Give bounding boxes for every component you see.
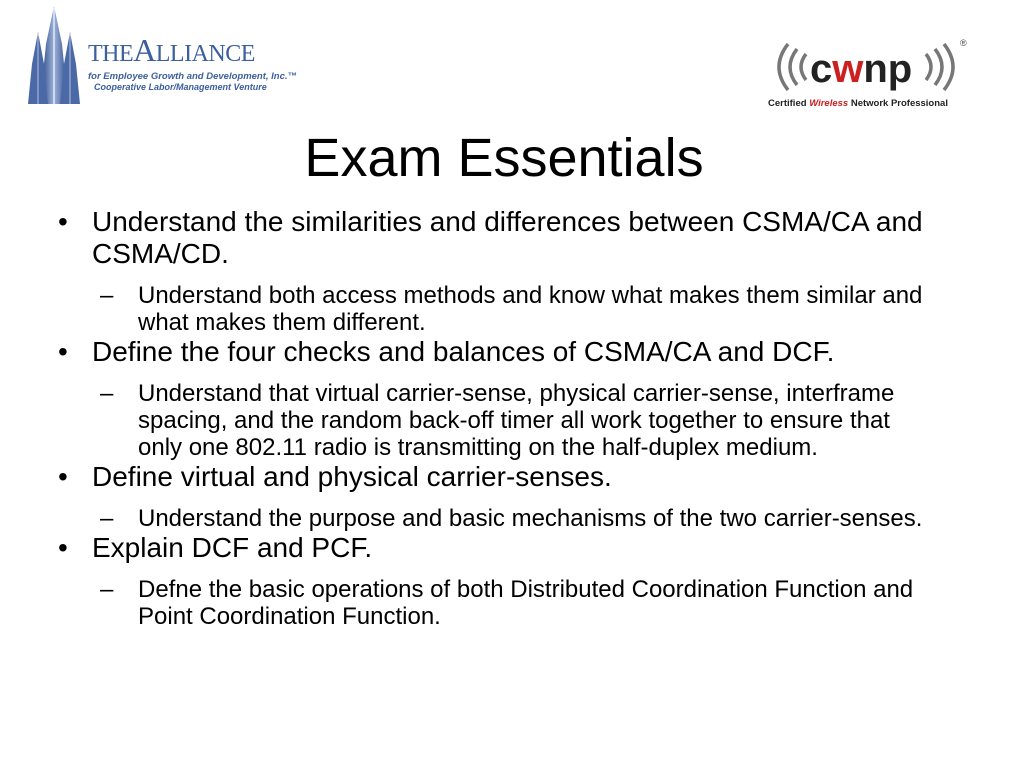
dash-icon: – [100, 576, 114, 603]
alliance-name: THEALLIANCE [88, 32, 255, 68]
bullet-item: • Understand the similarities and differences between CSMA/CA and CSMA/CD. [58, 206, 923, 269]
cwnp-tagline: Certified Wireless Network Professional [768, 98, 948, 109]
dash-icon: – [100, 505, 114, 532]
cwnp-wordmark-icon [766, 38, 966, 96]
bullet-group [58, 532, 958, 630]
bullet-group [58, 336, 958, 461]
alliance-tagline: for Employee Growth and Development, Inc.™ [88, 71, 298, 82]
bullet-item: • Define the four checks and balances of CSMA/CA and DCF. [58, 336, 835, 367]
alliance-logo [22, 4, 298, 108]
bullet-list [58, 206, 958, 630]
alliance-subtagline: Cooperative Labor/Management Venture [94, 82, 267, 92]
registered-mark: ® [960, 38, 967, 48]
bullet-item: • Define virtual and physical carrier-senses. [58, 461, 612, 492]
bullet-dot-icon: • [58, 461, 68, 492]
sub-bullet-item: – Understand the purpose and basic mechanisms of the two carrier-senses. [100, 505, 923, 532]
cwnp-logo [766, 38, 972, 114]
sub-bullet-item: – Understand both access methods and know what makes them similar and what makes them different. [100, 282, 923, 336]
bullet-item: • Explain DCF and PCF. [58, 532, 373, 563]
bullet-dot-icon: • [58, 532, 68, 563]
dash-icon: – [100, 282, 114, 309]
bullet-dot-icon: • [58, 206, 68, 237]
slide-title: Exam Essentials [304, 128, 704, 188]
cwnp-letters: cwnp [810, 47, 913, 91]
tower-icon [22, 4, 86, 108]
sub-bullet-item: – Understand that virtual carrier-sense, physical carrier-sense, interframe spacing, and the random back-off timer all work together to ensure that only one 802.11 radio is transmitting on the half-duplex medium. [100, 380, 895, 461]
bullet-dot-icon: • [58, 336, 68, 367]
alliance-wordmark [88, 34, 297, 92]
dash-icon: – [100, 380, 114, 407]
bullet-group [58, 206, 958, 336]
bullet-group [58, 461, 958, 532]
sub-bullet-item: – Defne the basic operations of both Distributed Coordination Function and Point Coordination Function. [100, 576, 914, 630]
